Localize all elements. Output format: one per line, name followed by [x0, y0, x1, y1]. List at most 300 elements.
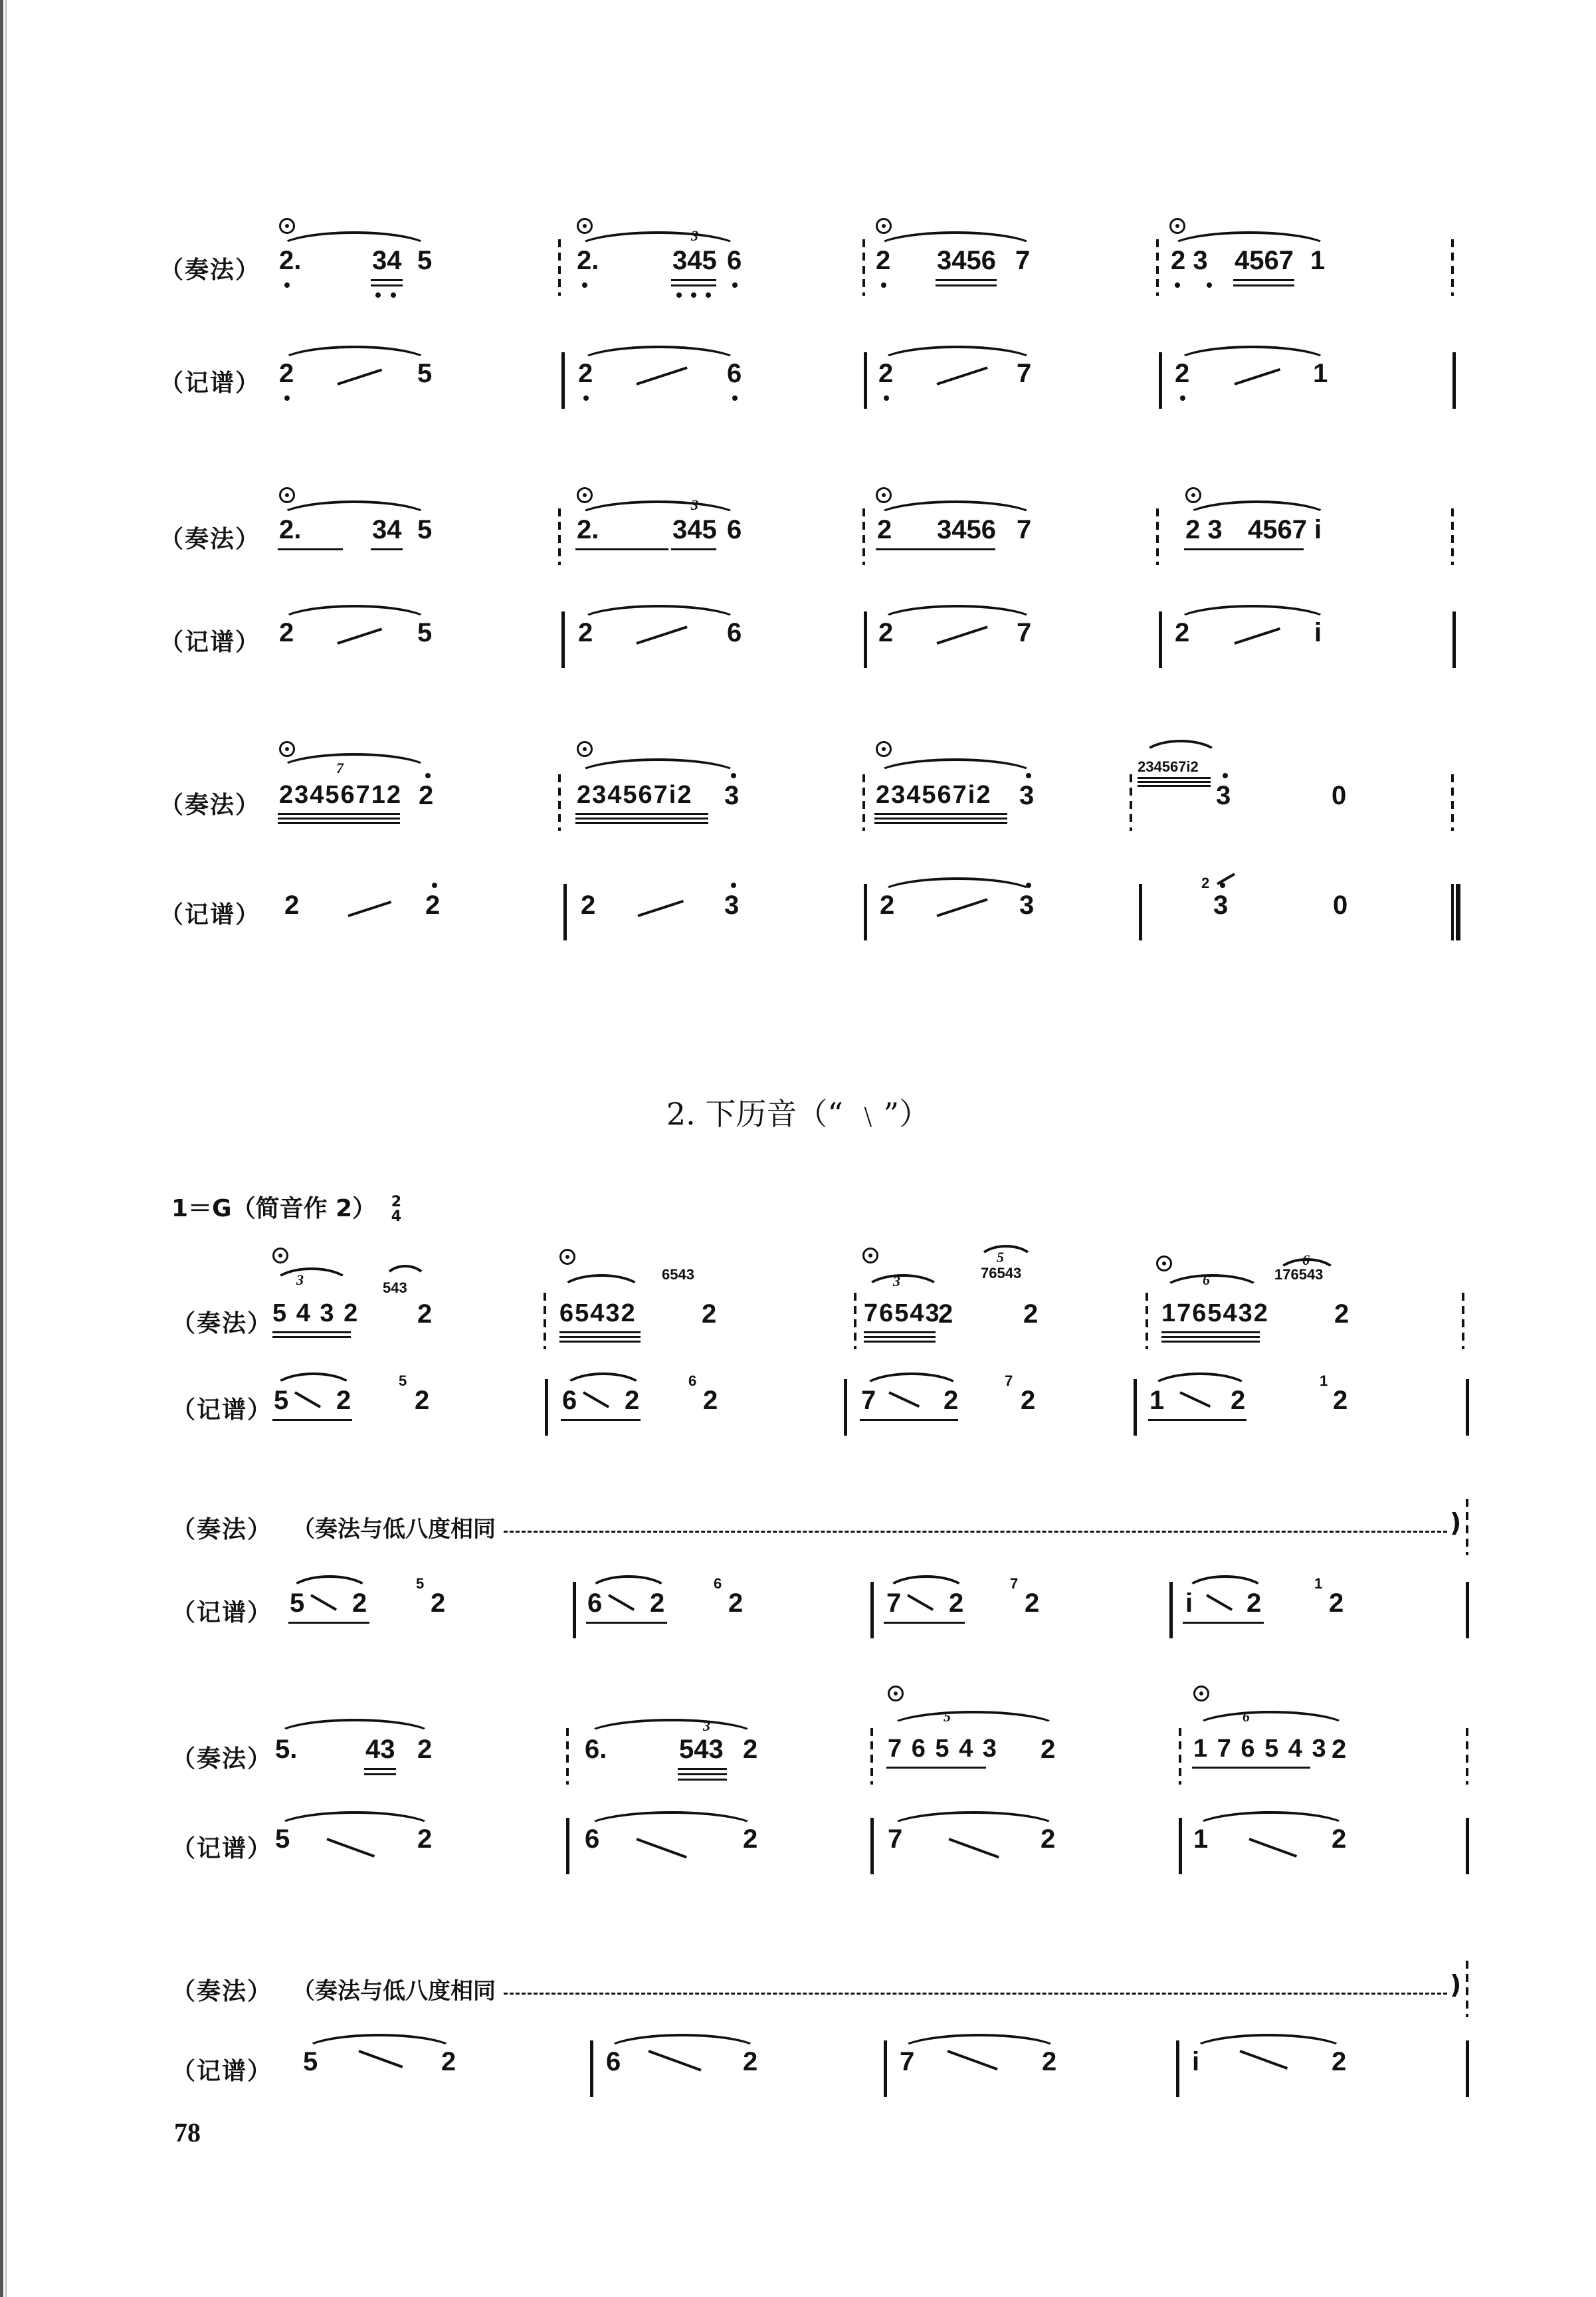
underline	[874, 818, 1007, 820]
barline	[1452, 352, 1456, 409]
note: 2.	[577, 515, 599, 544]
note: 2	[581, 891, 596, 920]
high-octave-dot	[1223, 773, 1228, 778]
note: 6	[727, 618, 742, 647]
slide-down-mark	[948, 1838, 999, 1858]
slide-down-mark	[648, 2050, 701, 2071]
underline	[1161, 1341, 1260, 1343]
harmonic-icon	[577, 218, 593, 234]
note: 34	[372, 246, 402, 275]
grace-note: 1	[1314, 1575, 1323, 1592]
underline	[371, 279, 403, 281]
note-run: 5 4 3 2	[272, 1299, 359, 1327]
harmonic-icon	[876, 741, 892, 757]
notation-label: （记谱）	[171, 2058, 273, 2085]
note: 4567	[1248, 515, 1307, 544]
note: 2	[876, 246, 891, 275]
high-octave-dot	[1220, 883, 1225, 888]
slide-down-mark	[947, 2050, 998, 2070]
note: 5	[417, 515, 433, 544]
underline	[864, 1331, 936, 1333]
barline	[573, 1582, 576, 1638]
tuplet-number: 6	[1302, 1252, 1310, 1268]
barline	[1451, 239, 1454, 296]
slide-down-mark	[358, 2050, 403, 2068]
barline	[561, 611, 565, 668]
grace-run: 543	[383, 1279, 407, 1296]
low-octave-dot	[1175, 282, 1180, 288]
note: 2	[938, 1299, 953, 1329]
slur	[864, 1274, 942, 1291]
note: 5	[274, 1386, 289, 1415]
note: 7	[1015, 246, 1031, 275]
slide-down-mark	[608, 1594, 635, 1610]
slur	[888, 1811, 1059, 1828]
underline	[1233, 284, 1294, 286]
grace-note: 5	[399, 1372, 407, 1389]
barline	[1139, 884, 1142, 940]
slur	[878, 605, 1037, 622]
note: 2	[1175, 618, 1190, 647]
rest: 0	[1332, 781, 1347, 810]
high-octave-dot	[1026, 773, 1031, 778]
slur	[605, 2034, 760, 2051]
tuplet-number: 6	[1203, 1271, 1210, 1288]
page-number: 78	[174, 2118, 201, 2147]
note: 7	[1017, 359, 1032, 388]
barline	[1462, 1293, 1464, 1349]
notation-label: （记谱）	[159, 629, 261, 656]
low-octave-dot	[732, 395, 738, 401]
note: 2.	[279, 246, 302, 275]
note: 2	[1025, 1588, 1040, 1618]
barline	[1169, 1582, 1173, 1638]
underline	[678, 1779, 727, 1781]
system6-notation-row	[0, 1811, 1596, 1884]
closing-parenthesis: )	[1450, 1970, 1462, 1999]
slide-up-mark	[936, 898, 987, 917]
underline	[278, 822, 400, 824]
harmonic-icon	[279, 741, 295, 757]
slur	[1175, 346, 1330, 363]
grace-run: 6543	[662, 1266, 694, 1283]
note: 2	[1332, 1735, 1347, 1764]
note: 1	[1193, 1824, 1209, 1854]
note: 1	[1149, 1386, 1165, 1415]
note: 2	[728, 1588, 744, 1618]
underline	[1184, 548, 1304, 550]
underline	[586, 1622, 667, 1624]
barline	[862, 774, 865, 831]
note: 2	[878, 618, 894, 647]
grace-note: 1	[1320, 1372, 1328, 1389]
barline	[558, 774, 561, 831]
underline	[860, 1419, 958, 1421]
slide-down-mark	[907, 1594, 934, 1610]
underline	[272, 1336, 351, 1338]
page-edge	[0, 0, 3, 2297]
system1-notation-row	[0, 346, 1596, 419]
note: 2	[702, 1299, 717, 1329]
note: 3	[724, 781, 740, 810]
underline	[936, 279, 997, 281]
slide-down-mark	[583, 1391, 609, 1408]
note: 5	[417, 618, 433, 647]
note: 2	[703, 1386, 718, 1415]
grace-note: 5	[416, 1575, 425, 1592]
barline	[561, 352, 565, 409]
note: 2	[743, 1824, 758, 1854]
performance-label: （奏法）	[159, 792, 261, 819]
slur	[878, 877, 1037, 895]
slide-up-mark	[637, 900, 684, 917]
performance-label: （奏法）	[159, 526, 261, 553]
notation-label: （记谱）	[159, 370, 261, 397]
slide-up-mark	[348, 901, 391, 917]
underline	[936, 284, 997, 286]
note: 3	[1216, 781, 1231, 810]
high-octave-dot	[731, 883, 736, 888]
slide-up-mark	[1234, 368, 1280, 385]
barline	[566, 1728, 569, 1785]
slide-down-mark	[1239, 2050, 1288, 2070]
section-title: 2. 下历音（“ ﹨”）	[666, 1096, 930, 1132]
note: 3456	[937, 515, 996, 544]
note: 5.	[275, 1735, 298, 1764]
barline	[1156, 239, 1159, 296]
notation-label: （记谱）	[171, 1396, 273, 1424]
low-octave-dot	[691, 292, 696, 298]
slur	[1175, 605, 1330, 622]
note-run: 76543	[864, 1299, 941, 1327]
barline	[1466, 1582, 1469, 1638]
barline	[1466, 1818, 1469, 1874]
note: 2	[1332, 2047, 1347, 2076]
dashed-extension-line	[504, 1531, 1447, 1533]
barline	[1466, 1961, 1468, 2017]
tuplet-number: 3	[691, 496, 698, 513]
performance-label: （奏法）	[171, 1310, 273, 1337]
barline	[854, 1293, 856, 1349]
grace-note: 6	[714, 1575, 722, 1592]
underline	[1148, 1419, 1247, 1421]
dashed-extension-line	[504, 1993, 1447, 1995]
slide-down-mark	[294, 1391, 321, 1408]
barline	[870, 1818, 874, 1874]
note: 3	[1019, 891, 1035, 920]
note: 4567	[1235, 246, 1294, 275]
barline	[1179, 1728, 1181, 1785]
slide-down-mark	[310, 1594, 337, 1610]
slide-up-mark	[337, 368, 382, 385]
final-barline	[1451, 884, 1460, 940]
slur	[303, 2034, 456, 2051]
barline	[1451, 508, 1454, 565]
time-bottom: 4	[391, 1208, 402, 1225]
tuplet-number: 3	[296, 1271, 304, 1288]
low-octave-dot	[884, 395, 889, 401]
note: 2	[743, 1735, 758, 1764]
slur	[559, 1274, 643, 1291]
notation-label: （记谱）	[159, 901, 261, 929]
note: 2	[1332, 1824, 1347, 1854]
slur	[578, 605, 740, 622]
key-text: 1＝G（简音作 2）	[171, 1195, 377, 1222]
note: 5	[417, 359, 433, 388]
underline	[559, 1331, 641, 1333]
note-run: 65432	[559, 1299, 637, 1327]
note: 2	[1334, 1299, 1349, 1329]
barline	[870, 1728, 873, 1785]
harmonic-icon	[862, 1248, 878, 1263]
slide-up-mark	[936, 366, 987, 385]
underline	[559, 1341, 641, 1343]
low-octave-dot	[881, 282, 886, 288]
underline	[272, 1331, 351, 1333]
underline	[1161, 1336, 1260, 1338]
note-run: 234567i2	[577, 781, 693, 809]
slur	[878, 346, 1037, 363]
underline	[1183, 1622, 1264, 1624]
high-octave-dot	[731, 773, 736, 778]
slide-down-mark	[1248, 1838, 1297, 1858]
grace-note: 7	[1010, 1575, 1019, 1592]
same-as-lower-octave-text: （奏法与低八度相同	[292, 1516, 496, 1543]
note: 5	[303, 2047, 318, 2076]
harmonic-icon	[559, 1249, 575, 1265]
underline	[884, 1622, 965, 1624]
low-octave-dot	[583, 395, 589, 401]
system3-notation-row	[0, 877, 1596, 950]
note: 2.	[577, 246, 599, 275]
note: 2	[949, 1588, 964, 1618]
note: 5	[275, 1824, 290, 1854]
slur	[275, 1811, 435, 1828]
underline	[559, 1336, 641, 1338]
note: 1	[1310, 246, 1326, 275]
slide-down-mark	[1179, 1391, 1211, 1408]
note: 2	[625, 1386, 640, 1415]
underline	[1138, 785, 1211, 787]
harmonic-icon	[577, 487, 593, 503]
low-octave-dot	[284, 395, 290, 401]
high-octave-dot	[432, 883, 437, 888]
slide-up-mark	[1234, 627, 1280, 645]
tuplet-number: 3	[703, 1717, 710, 1734]
note: 2	[1247, 1588, 1262, 1618]
system3-performance-row	[0, 758, 1596, 841]
performance-label: （奏法）	[159, 257, 261, 284]
underline	[364, 1768, 396, 1770]
note-run: 7 6 5 4 3	[888, 1735, 998, 1763]
underline	[371, 548, 403, 550]
page-edge-shadow	[5, 0, 7, 2297]
note: 1	[1313, 359, 1328, 388]
underline	[886, 1767, 986, 1769]
high-octave-dot	[1026, 883, 1031, 888]
low-octave-dot	[284, 282, 290, 288]
low-octave-dot	[732, 282, 738, 288]
rest: 0	[1333, 891, 1348, 920]
note: 6	[606, 2047, 621, 2076]
harmonic-icon	[876, 218, 892, 234]
low-octave-dot	[375, 292, 381, 298]
barline	[1466, 1728, 1468, 1785]
note: 2	[578, 618, 593, 647]
slur	[1191, 2034, 1346, 2051]
time-top: 2	[391, 1194, 402, 1210]
underline	[575, 813, 708, 815]
note: 2	[1021, 1386, 1036, 1415]
slur	[272, 1267, 351, 1285]
note: 2	[877, 515, 892, 544]
barline	[862, 239, 865, 296]
barline	[862, 508, 865, 565]
underline	[678, 1768, 727, 1770]
underline	[278, 548, 343, 550]
note: 2	[880, 891, 895, 920]
note: 2	[1041, 1735, 1056, 1764]
harmonic-icon	[279, 218, 295, 234]
slur	[898, 2034, 1060, 2051]
tuplet-number: 3	[691, 227, 698, 244]
low-octave-dot	[582, 282, 587, 288]
system2-performance-row	[0, 496, 1596, 575]
note: 543	[679, 1735, 724, 1764]
harmonic-icon	[888, 1686, 904, 1701]
system2-notation-row	[0, 605, 1596, 678]
note: 6.	[585, 1735, 607, 1764]
note: 3	[724, 891, 740, 920]
note: i	[1185, 1588, 1193, 1618]
performance-label: （奏法）	[171, 1516, 273, 1543]
slur	[578, 346, 740, 363]
note: 2	[417, 1735, 433, 1764]
note: 2	[336, 1386, 351, 1415]
low-octave-dot	[706, 292, 711, 298]
barline	[864, 611, 867, 668]
note: 2	[1042, 2047, 1057, 2076]
note: 2 3	[1171, 246, 1208, 275]
note: 7	[1017, 515, 1032, 544]
note: 2	[441, 2047, 456, 2076]
tuplet-number: 5	[997, 1249, 1004, 1265]
slide-up-mark	[636, 366, 687, 385]
harmonic-icon	[1193, 1686, 1209, 1701]
note: 6	[727, 359, 742, 388]
note: 2 3	[1185, 515, 1223, 544]
underline	[272, 1419, 352, 1421]
barline	[1466, 2040, 1469, 2097]
underline	[1138, 781, 1211, 783]
barline	[1156, 508, 1159, 565]
slur	[888, 1711, 1059, 1728]
barline	[1466, 1499, 1468, 1555]
system7-same-row	[0, 1954, 1596, 2027]
barline	[558, 239, 561, 296]
note-run: 234567i2	[876, 781, 992, 809]
note: 2	[415, 1386, 430, 1415]
underline	[864, 1341, 936, 1343]
note: 2	[417, 1299, 433, 1329]
system4-performance-row	[0, 1249, 1596, 1359]
note: 2	[944, 1386, 959, 1415]
note: 2	[352, 1588, 367, 1618]
slide-down-mark	[636, 1838, 687, 1858]
slide-down-mark	[888, 1391, 920, 1408]
underline	[671, 279, 716, 281]
slur	[279, 605, 431, 622]
slide-up-mark	[1217, 873, 1235, 885]
underline	[1233, 279, 1294, 281]
note: 2	[650, 1588, 665, 1618]
barline	[590, 2040, 593, 2097]
slur	[575, 758, 740, 776]
note: 6	[585, 1824, 600, 1854]
note: 34	[372, 515, 402, 544]
underline	[1138, 777, 1211, 779]
tuplet-number: 6	[1243, 1708, 1250, 1725]
slur	[1161, 1274, 1262, 1291]
note: 6	[587, 1588, 603, 1618]
note: 7	[861, 1386, 876, 1415]
notation-label: （记谱）	[171, 1599, 273, 1626]
harmonic-icon	[1169, 218, 1185, 234]
note: 2	[431, 1588, 446, 1618]
slide-up-mark	[337, 627, 382, 644]
barline	[558, 508, 561, 565]
grace-run: 234567i2	[1138, 758, 1199, 775]
underline	[876, 548, 995, 550]
low-octave-dot	[1207, 282, 1212, 288]
performance-label: （奏法）	[171, 1978, 273, 2005]
note: 6	[727, 515, 742, 544]
slide-down-mark	[326, 1838, 375, 1858]
slur	[278, 753, 431, 770]
system4-notation-row	[0, 1372, 1596, 1446]
note: i	[1314, 515, 1322, 544]
slur	[279, 346, 431, 363]
system1-performance-row	[0, 227, 1596, 306]
note: 2	[279, 359, 294, 388]
slur	[1193, 1811, 1349, 1828]
note: 3	[1019, 781, 1035, 810]
tuplet-number: 3	[893, 1273, 900, 1289]
note: 7	[900, 2047, 915, 2076]
note-run: 23456712	[279, 781, 403, 809]
closing-parenthesis: )	[1450, 1508, 1462, 1537]
system7-notation-row	[0, 2034, 1596, 2107]
slur	[977, 1245, 1035, 1262]
barline	[1451, 774, 1454, 831]
underline	[671, 284, 716, 286]
underline	[864, 1336, 936, 1338]
note: 345	[672, 246, 717, 275]
barline	[870, 1582, 874, 1638]
underline	[1192, 1767, 1310, 1769]
barline	[864, 884, 867, 940]
low-octave-dot	[676, 292, 682, 298]
note: 7	[886, 1588, 902, 1618]
barline	[563, 884, 567, 940]
barline	[544, 1293, 546, 1349]
performance-label: （奏法）	[171, 1745, 273, 1773]
harmonic-icon	[1185, 487, 1201, 503]
barline	[1134, 1379, 1137, 1436]
note: 5	[290, 1588, 305, 1618]
grace-note: 6	[688, 1372, 697, 1389]
note-run: 1 7 6 5 4 3	[1193, 1735, 1328, 1763]
